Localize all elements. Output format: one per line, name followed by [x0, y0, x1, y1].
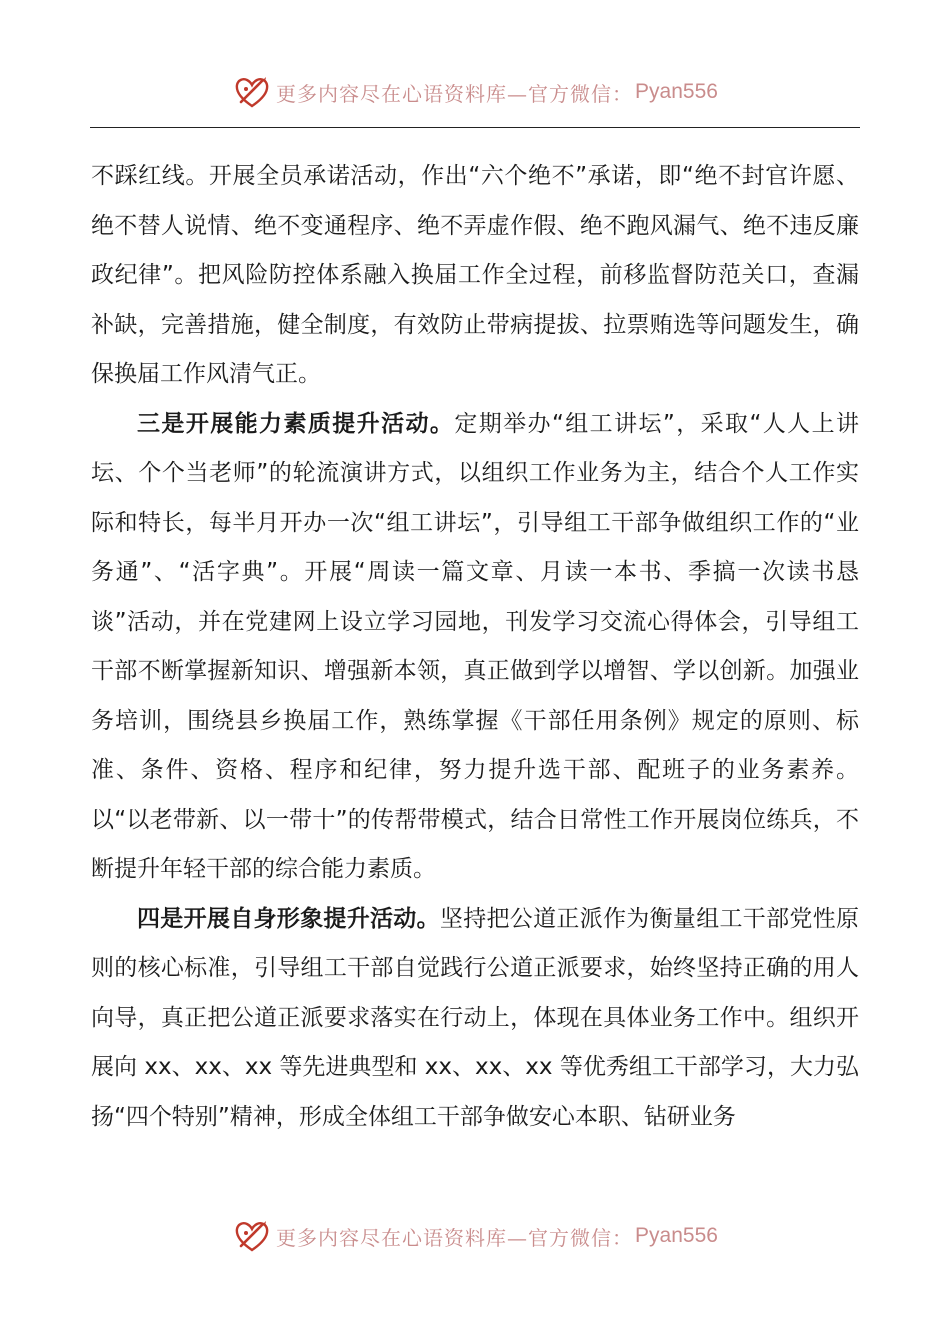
header-divider — [90, 127, 860, 128]
watermark-text: 更多内容尽在心语资料库—官方微信： — [276, 1225, 634, 1250]
paragraph-2-heading: 三是开展能力素质提升活动。 — [137, 410, 455, 437]
paragraph-2-text: 定期举办“组工讲坛”，采取“人人上讲坛、个个当老师”的轮流演讲方式，以组织工作业务为主，结合个人工作实际和特长，每半月开办一次“组工讲坛”，引导组工干部争做组织工作的“业务通”、“活字典”。开展“周读一篇文章、月读一本书、季搞一次读书恳谈”活动，并在党建网上设立学习园地，刊发学习交流心得体会，引导组工干部不断掌握新知识、增强新本领，真正做到学以增智、学以创新。加强业务培训，围绕县乡换届工作，熟练掌握《干部任用条例》规定的原则、标准、条件、资格、程序和纪律，努力提升选干部、配班子的业务素养。以“以老带新、以一带十”的传帮带模式，结合日常性工作开展岗位练兵，不断提升年轻干部的综合能力素质。 — [91, 410, 860, 882]
watermark-text: 更多内容尽在心语资料库—官方微信： — [276, 81, 634, 106]
paragraph-2 — [91, 400, 859, 895]
document-body — [91, 152, 859, 1142]
watermark-wechat-id: Pyan556 — [635, 1224, 718, 1247]
paragraph-3-heading: 四是开展自身形象提升活动。 — [137, 905, 440, 932]
footer-watermark — [0, 1216, 950, 1256]
watermark-wechat-id: Pyan556 — [635, 80, 718, 103]
heart-pen-logo-icon — [232, 1216, 272, 1256]
paragraph-1 — [91, 152, 859, 400]
paragraph-3 — [91, 895, 859, 1143]
paragraph-3-text: 坚持把公道正派作为衡量组工干部党性原则的核心标准，引导组工干部自觉践行公道正派要求，始终坚持正确的用人向导，真正把公道正派要求落实在行动上，体现在具体业务工作中。组织开展向 xx、xx、xx 等先进典型和 xx、xx、xx 等优秀组工干部学习，大力弘扬“四个特别”精神，形成全体组工干部争做安心本职、钻研业务 — [91, 905, 860, 1130]
heart-pen-logo-icon — [232, 72, 272, 112]
paragraph-1-text: 不踩红线。开展全员承诺活动，作出“六个绝不”承诺，即“绝不封官许愿、绝不替人说情、绝不变通程序、绝不弄虚作假、绝不跑风漏气、绝不违反廉政纪律”。把风险防控体系融入换届工作全过程，前移监督防范关口，查漏补缺，完善措施，健全制度，有效防止带病提拔、拉票贿选等问题发生，确保换届工作风清气正。 — [91, 163, 859, 387]
header-watermark — [0, 72, 950, 112]
